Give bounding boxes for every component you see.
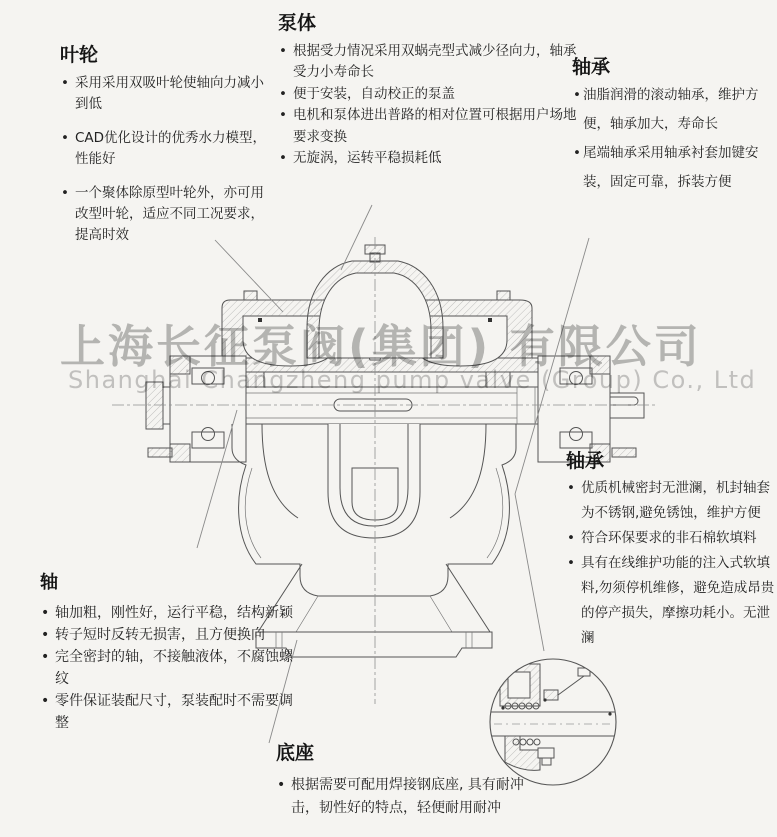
bullet-item: • 无旋涡，运转平稳损耗低 [278, 148, 580, 170]
section-bearing-right-bullets [566, 476, 776, 651]
bullet-item: • 油脂润滑的滚动轴承，维护方便，轴承加大，寿命长 [572, 81, 772, 139]
section-bearing-top [572, 56, 772, 197]
bullet-item: • 根据需要可配用焊接钢底座, 具有耐冲击，韧性好的特点，轻便耐用耐冲 [276, 774, 548, 820]
bullet-item: • 完全密封的轴，不接触液体，不腐蚀螺纹 [40, 646, 294, 690]
bullet-item: • 轴加粗，刚性好，运行平稳，结构新颖 [40, 602, 294, 624]
bullet-item: • 电机和泵体进出普路的相对位置可根据用户场地要求变换 [278, 105, 580, 148]
bullet-item: • 具有在线维护功能的注入式软填料,勿须停机维修，避免造成昂贵的停产损失，摩擦功耗小。无泄澜 [566, 551, 776, 651]
section-pump-body-title: 泵体 [278, 12, 317, 34]
leader-detail-circle [515, 494, 544, 651]
bullet-item: • CAD优化设计的优秀水力模型，性能好 [60, 128, 274, 170]
lower-casing [232, 424, 516, 596]
section-impeller-bullets [60, 73, 274, 246]
section-base [276, 742, 548, 820]
section-impeller-title: 叶轮 [60, 44, 99, 66]
section-bearing-right [566, 450, 776, 651]
section-pump-body-bullets [278, 41, 580, 170]
bullet-item: • 一个聚体除原型叶轮外，亦可用改型叶轮，适应不同工况要求，提高时效 [60, 183, 274, 246]
watermark-chinese-text: 上海长征泵阀(集团) 有限公司 [60, 320, 702, 373]
watermark-english-text: Shanghai Changzheng pump valve (Group) Co., Ltd [68, 366, 757, 394]
section-shaft [40, 572, 294, 734]
section-shaft-bullets [40, 602, 294, 734]
section-impeller [60, 44, 274, 259]
leader-pump-body [341, 205, 372, 270]
bullet-item: • 符合环保要求的非石棉软填料 [566, 526, 776, 551]
section-base-title: 底座 [276, 742, 315, 764]
section-bearing-right-title: 轴承 [566, 450, 605, 472]
bullet-item: • 采用采用双吸叶轮使轴向力减小到低 [60, 73, 274, 115]
section-pump-body [278, 12, 580, 170]
bullet-item: • 转子短时反转无损害，且方便换向 [40, 624, 294, 646]
bullet-item: • 零件保证装配尺寸，泵装配时不需要调整 [40, 690, 294, 734]
bullet-item: • 根据受力情况采用双蜗壳型式减少径向力，轴承受力小寿命长 [278, 41, 580, 84]
section-base-bullets [276, 774, 548, 820]
bullet-item: • 便于安装，自动校正的泵盖 [278, 84, 580, 106]
section-shaft-title: 轴 [40, 572, 58, 593]
section-bearing-top-bullets [572, 81, 772, 197]
bullet-item: • 优质机械密封无泄澜，机封轴套为不锈钢,避免锈蚀，维护方便 [566, 476, 776, 526]
section-bearing-top-title: 轴承 [572, 56, 611, 78]
bullet-item: • 尾端轴承采用轴承衬套加键安装，固定可靠，拆装方便 [572, 139, 772, 197]
